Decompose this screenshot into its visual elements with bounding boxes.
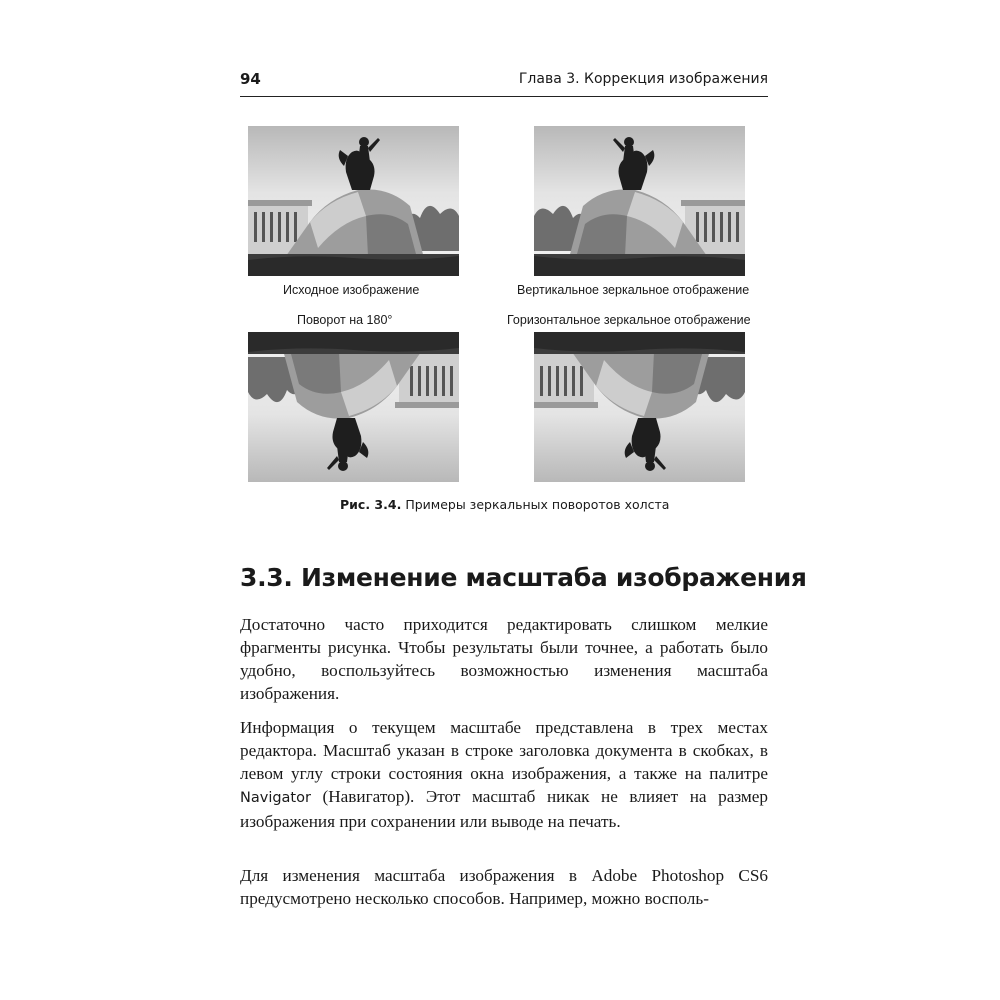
running-header (240, 66, 768, 97)
photo-horizontal-mirror (534, 332, 745, 482)
figure-caption (340, 497, 669, 512)
paragraph-3: Для изменения масштаба изображения в Adobe Photoshop CS6 предусмотрено несколько способов. Например, можно восполь- (240, 866, 768, 908)
page-number: 94 (240, 70, 261, 88)
photo-vertical-mirror (534, 126, 745, 276)
photo-original (248, 126, 459, 276)
paragraph-2-text-b: (Навигатор). Этот масштаб никак не влияет на размер изображения при сохранении или выводе на печать. (240, 787, 768, 831)
caption-horizontal-mirror: Горизонтальное зеркальное отображение (507, 313, 751, 327)
chapter-title: Глава 3. Коррекция изображения (518, 71, 768, 87)
caption-original: Исходное изображение (283, 283, 420, 297)
paragraph-2 (240, 716, 768, 833)
photo-rotated-180 (248, 332, 459, 482)
figure-label: Рис. 3.4. (340, 497, 402, 512)
figure-caption-text: Примеры зеркальных поворотов холста (405, 497, 670, 512)
caption-vertical-mirror: Вертикальное зеркальное отображение (517, 283, 750, 297)
paragraph-2-text-a: Информация о текущем масштабе представлена в трех местах редактора. Масштаб указан в строке заголовка документа в скобках, в левом углу строки состояния окна изображения, а также на палитре (240, 718, 768, 783)
paragraph-1: Достаточно часто приходится редактировать слишком мелкие фрагменты рисунка. Чтобы результаты были точнее, а работать было удобно, воспользуйтесь возможностью изменения масштаба изображения. (240, 615, 768, 703)
caption-rotated-180: Поворот на 180° (297, 313, 393, 327)
section-title: 3.3. Изменение масштаба изображения (240, 563, 807, 592)
term-navigator: Navigator (240, 790, 311, 806)
